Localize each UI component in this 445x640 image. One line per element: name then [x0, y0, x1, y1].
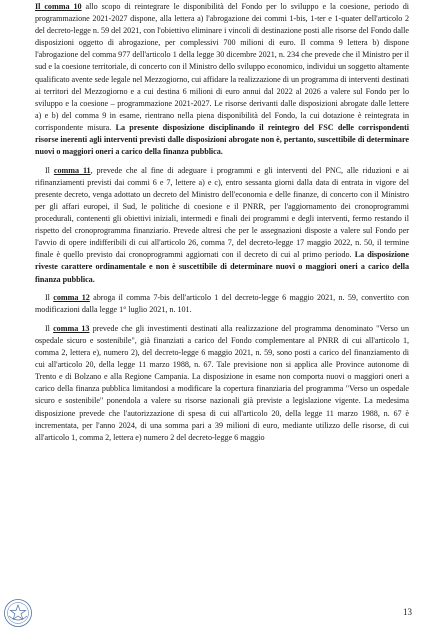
paragraph-bold-tail: La disposizione riveste carattere ordinamentale e non è suscettibile di determinare nuovi o maggiori oneri a carico della finanza pubblica.	[35, 250, 409, 284]
republic-emblem-icon	[3, 598, 33, 628]
paragraph-prefix: Il	[45, 165, 54, 175]
paragraph-comma-10	[35, 1, 409, 158]
paragraph-comma-11	[35, 165, 409, 286]
paragraph-comma-13	[35, 323, 409, 444]
paragraph-body: allo scopo di reintegrare le disponibilità del Fondo per lo sviluppo e la coesione, periodo di programmazione 2021-2027 dispone, alla lettera a) l'abrogazione dei commi 1-bis, 1-ter e 1-quater dell'articolo 2 del decreto-legge n. 59 del 2021, con l'obiettivo eliminare i vincoli di destinazione posti alle risorse del Fondo dalle disposizioni oggetto di abrogazione, per complessivi 700 milioni di euro. Il comma 9 lettera b) dispone l'abrogazione del comma 977 dell'articolo 1 della legge 30 dicembre 2021, n. 234 che prevede che il Ministro per il sud e la coesione territoriale, di concerto con il Ministro dello sviluppo economico, individui un soggetto altamente qualificato avente sede legale nel Mezzogiorno, cui affidare la realizzazione di un programma di interventi destinati ai territori del Mezzogiorno e a cui destina 6 milioni di euro annui dal 2022 al 2026 a valere sul Fondo per lo sviluppo e la coesione – programmazione 2021-2027. Le risorse derivanti dalle disposizioni abrogate dalle lettere a) e b) del comma 9 in esame, rientrano nella piena disponibilità del Fondo, la cui dotazione è reintegrata in corrispondente misura.	[35, 2, 409, 132]
paragraph-prefix: Il	[45, 323, 54, 333]
paragraph-lead: comma 12	[53, 293, 90, 303]
paragraph-body: abroga il comma 7-bis dell'articolo 1 del decreto-legge 6 maggio 2021, n. 59, convertito con modificazioni dalla legge 1° luglio 2021, n. 101.	[35, 293, 409, 315]
paragraph-lead: comma 11	[53, 165, 91, 175]
paragraph-comma-12	[35, 292, 409, 316]
paragraph-lead: comma 13	[53, 323, 90, 333]
paragraph-prefix: Il	[45, 293, 54, 303]
paragraph-lead: Il comma 10	[35, 2, 82, 11]
paragraph-body: prevede che gli investimenti destinati alla realizzazione del programma denominato "Verso un ospedale sicuro e sostenibile", già finanziati a carico del Fondo complementare al PNRR di cui all'articolo 1, comma 2, lettera e), numero 2), del decreto-legge 6 maggio 2021, n. 59, sono posti a carico del finanziamento di cui all'articolo 20, della legge 11 marzo 1988, n. 67. Tale previsione non si applica alle Province autonome di Trento e di Bolzano e alla Regione Campania. La disposizione in esame non comporta nuovi o maggiori oneri a carico della finanza pubblica limitandosi a modificare la copertura finanziaria del programma "Verso un ospedale sicuro e sostenibile" ponendola a valere su risorse nazionali già previste a legislazione vigente. La medesima disposizione prevede che l'autorizzazione di spesa di cui all'articolo 20, della legge 11 marzo 1988, n. 67 è incrementata, per l'anno 2024, di una somma pari a 39 milioni di euro, mediante utilizzo delle risorse, di cui all'articolo 1, comma 2, lettera e) numero 2 del decreto-legge 6 maggio	[35, 323, 409, 442]
paragraph-body: , prevede che al fine di adeguare i programmi e gli interventi del PNC, alle riduzioni e ai rifinanziamenti previsti dai commi 6 e 7, lettere a) e c), entro sessanta giorni dalla data di entrata in vigore del presente decreto, venga adottato un decreto del Ministro dell'economia e delle finanze, di concerto con il Ministro per gli affari europei, il Sud, le politiche di coesione e il PNRR, per l'aggiornamento dei cronoprogrammi procedurali, contenenti gli obiettivi iniziali, intermedi e finali dei programmi e degli interventi, fermo restando il rispetto del cronoprogramma finanziario. Prevede altresì che per le assegnazioni disposte a valere sul Fondo per l'avvio di opere indifferibili di cui all'articolo 26, comma 7, del decreto-legge 17 maggio 2022, n. 50, il termine finale è quello previsto dai cronoprogrammi aggiornati con il decreto di cui al primo periodo.	[35, 165, 409, 260]
paragraph-bold-tail: La presente disposizione disciplinando il reintegro del FSC delle corrispondenti risorse inerenti agli interventi previsti dalle disposizioni abrogate non è, pertanto, suscettibile di determinare nuovi o maggiori oneri a carico della finanza pubblica.	[35, 122, 410, 157]
page-number: 13	[403, 607, 412, 617]
document-page	[35, 0, 409, 444]
